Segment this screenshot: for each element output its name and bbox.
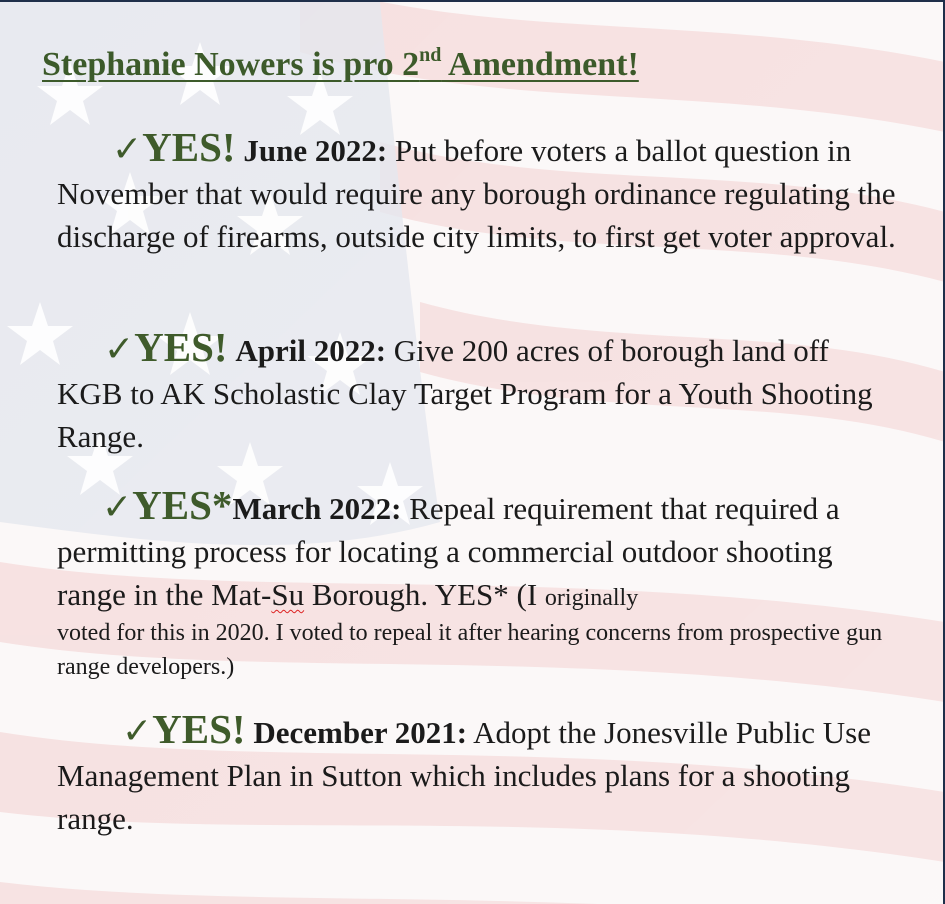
yes-label: YES! xyxy=(134,324,228,370)
vote-note-start: originally xyxy=(544,585,639,611)
vote-note: voted for this in 2020. I voted to repeal it after hearing concerns from prospective gun range developers.) xyxy=(57,620,883,680)
checkmark-icon: ✓ xyxy=(102,487,133,528)
vote-item-june-2022 xyxy=(57,126,897,258)
spellcheck-word: Su xyxy=(271,577,305,612)
vote-date: December 2021: xyxy=(253,715,468,750)
checkmark-icon: ✓ xyxy=(104,329,135,370)
yes-label: YES! xyxy=(152,706,246,752)
vote-description: Put before voters a ballot question in November that would require any borough ordinance regulating the discharge of firearms, outside city limits, to first get voter approval. xyxy=(57,133,896,254)
title-text: Stephanie Nowers is pro 2 xyxy=(42,46,420,83)
vote-date: June 2022: xyxy=(243,133,388,168)
vote-description: Give 200 acres of borough land off KGB to AK Scholastic Clay Target Program for a Youth Shooting Range. xyxy=(57,333,873,454)
vote-item-april-2022 xyxy=(57,326,897,458)
vote-date: April 2022: xyxy=(235,333,387,368)
vote-description-cont: Borough. YES* (I xyxy=(311,577,538,612)
yes-label: YES* xyxy=(132,482,233,528)
title-text-end: Amendment! xyxy=(441,46,639,83)
vote-item-march-2022 xyxy=(57,484,897,684)
vote-date: March 2022: xyxy=(232,491,402,526)
yes-label: YES! xyxy=(142,124,236,170)
page-title xyxy=(42,46,639,84)
title-superscript: nd xyxy=(419,44,442,66)
vote-description: Adopt the Jonesville Public Use Management Plan in Sutton which includes plans for a shooting range. xyxy=(57,715,871,836)
checkmark-icon: ✓ xyxy=(122,711,153,752)
vote-description: Repeal requirement that required a permitting process for locating a commercial outdoor shooting range in the Mat- xyxy=(57,491,840,612)
checkmark-icon: ✓ xyxy=(112,129,143,170)
flyer-content xyxy=(0,2,945,904)
vote-item-december-2021 xyxy=(57,708,897,840)
